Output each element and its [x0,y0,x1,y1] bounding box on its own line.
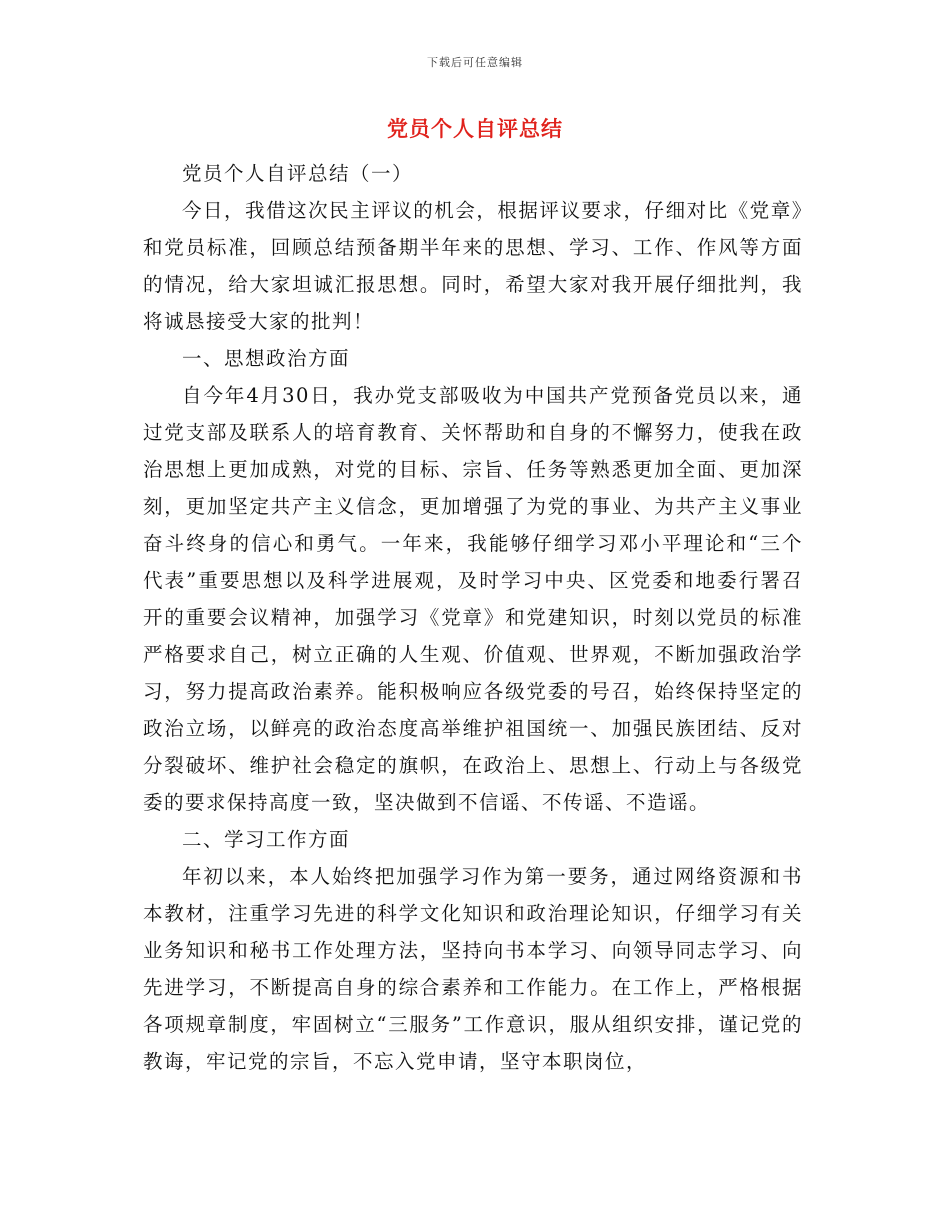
header-note: 下载后可任意编辑 [427,56,523,69]
section-heading-study-work: 二、学习工作方面 [182,828,351,851]
document-body [143,155,803,1080]
paragraph-subtitle: 党员个人自评总结（一） [182,162,414,185]
paragraph-political: 自今年4月30日，我办党支部吸收为中国共产党预备党员以来，通过党支部及联系人的培育教育、关怀帮助和自身的不懈努力，使我在政治思想上更加成熟，对党的目标、宗旨、任务等熟悉更加全面、更加深刻，更加坚定共产主义信念，更加增强了为党的事业、为共产主义事业奋斗终身的信心和勇气。一年来，我能够仔细学习邓小平理论和“三个代表”重要思想以及科学进展观，及时学习中央、区党委和地委行署召开的重要会议精神，加强学习《党章》和党建知识，时刻以党员的标准严格要求自己，树立正确的人生观、价值观、世界观，不断加强政治学习，努力提高政治素养。能积极响应各级党委的号召，始终保持坚定的政治立场，以鲜亮的政治态度高举维护祖国统一、加强民族团结、反对分裂破坏、维护社会稳定的旗帜，在政治上、思想上、行动上与各级党委的要求保持高度一致，坚决做到不信谣、不传谣、不造谣。 [143,384,803,814]
paragraph-intro: 今日，我借这次民主评议的机会，根据评议要求，仔细对比《党章》和党员标准，回顾总结预备期半年来的思想、学习、工作、作风等方面的情况，给大家坦诚汇报思想。同时，希望大家对我开展仔细批判，我将诚恳接受大家的批判！ [143,199,803,333]
document-title: 党员个人自评总结 [387,116,563,141]
paragraph-study-work: 年初以来，本人始终把加强学习作为第一要务，通过网络资源和书本教材，注重学习先进的科学文化知识和政治理论知识，仔细学习有关业务知识和秘书工作处理方法，坚持向书本学习、向领导同志学习、向先进学习，不断提高自身的综合素养和工作能力。在工作上，严格根据各项规章制度，牢固树立“三服务”工作意识，服从组织安排，谨记党的教诲，牢记党的宗旨，不忘入党申请，坚守本职岗位， [143,865,803,1073]
section-heading-political: 一、思想政治方面 [182,347,351,370]
